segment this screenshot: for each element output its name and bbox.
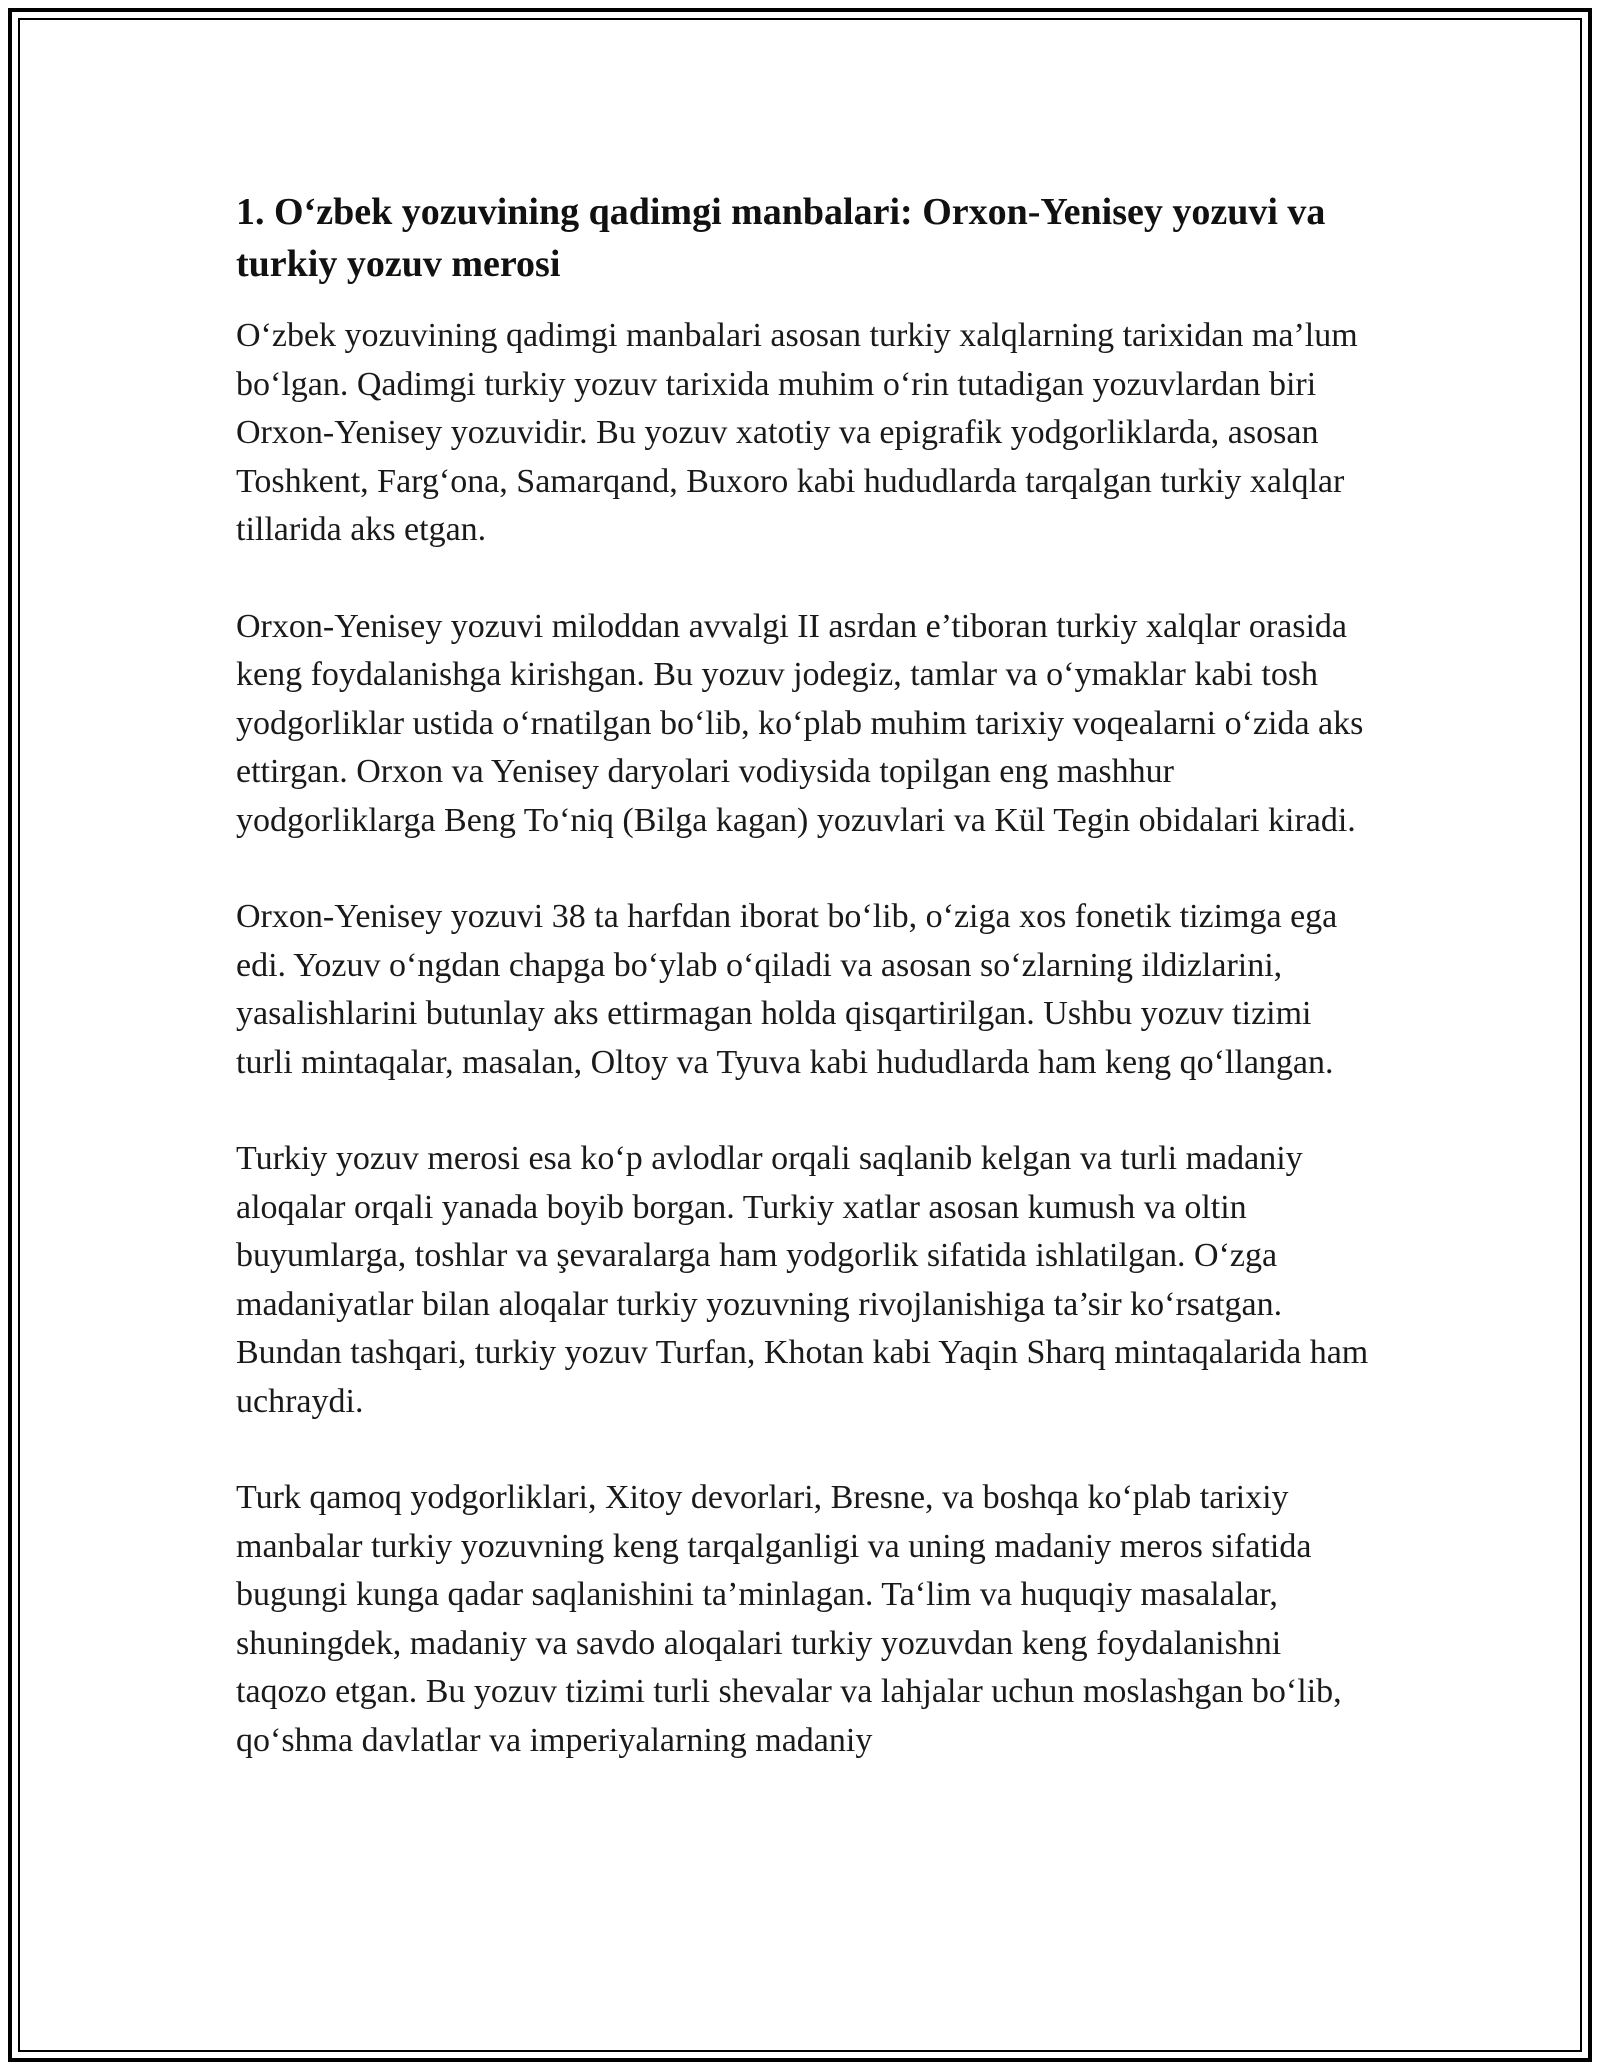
paragraph-4: Turkiy yozuv merosi esa ko‘p avlodlar orqali saqlanib kelgan va turli madaniy aloqalar orqali yanada boyib borgan. Turkiy xatlar asosan kumush va oltin buyumlarga, toshlar va şevaralarga ham yodgorlik sifatida ishlatilgan. O‘zga madaniyatlar bilan aloqalar turkiy yozuvning rivojlanishiga ta’sir ko‘rsatgan. Bundan tashqari, turkiy yozuv Turfan, Khotan kabi Yaqin Sharq mintaqalarida ham uchraydi. bbox=[236, 1140, 1369, 1420]
section-heading: 1. O‘zbek yozuvining qadimgi manbalari: Orxon-Yenisey yozuvi va turkiy yozuv merosi bbox=[236, 191, 1326, 285]
document-body bbox=[236, 186, 1372, 1765]
paragraph-5: Turk qamoq yodgorliklari, Xitoy devorlari, Bresne, va boshqa ko‘plab tarixiy manbalar turkiy yozuvning keng tarqalganligi va uning madaniy meros sifatida bugungi kunga qadar saqlanishini ta’minlagan. Ta‘lim va huquqiy masalalar, shuningdek, madaniy va savdo aloqalari turkiy yozuvdan keng foydalanishni taqozo etgan. Bu yozuv tizimi turli shevalar va lahjalar uchun moslashgan bo‘lib, qo‘shma davlatlar va imperiyalarning madaniy bbox=[236, 1479, 1342, 1759]
paragraph-2: Orxon-Yenisey yozuvi miloddan avvalgi II asrdan e’tiboran turkiy xalqlar orasida keng foydalanishga kirishgan. Bu yozuv jodegiz, tamlar va o‘ymaklar kabi tosh yodgorliklar ustida o‘rnatilgan bo‘lib, ko‘plab muhim tarixiy voqealarni o‘zida aks ettirgan. Orxon va Yenisey daryolari vodiysida topilgan eng mashhur yodgorliklarga Beng To‘niq (Bilga kagan) yozuvlari va Kül Tegin obidalari kiradi. bbox=[236, 607, 1364, 839]
paragraph-3: Orxon-Yenisey yozuvi 38 ta harfdan iborat bo‘lib, o‘ziga xos fonetik tizimga ega edi. Yozuv o‘ngdan chapga bo‘ylab o‘qiladi va asosan so‘zlarning ildizlarini, yasalishlarini butunlay aks ettirmagan holda qisqartirilgan. Ushbu yozuv tizimi turli mintaqalar, masalan, Oltoy va Tyuva kabi hududlarda ham keng qo‘llangan. bbox=[236, 898, 1338, 1081]
paragraph-1: O‘zbek yozuvining qadimgi manbalari asosan turkiy xalqlarning tarixidan ma’lum bo‘lgan. Qadimgi turkiy yozuv tarixida muhim o‘rin tutadigan yozuvlardan biri Orxon-Yenisey yozuvidir. Bu yozuv xatotiy va epigrafik yodgorliklarda, asosan Toshkent, Farg‘ona, Samarqand, Buxoro kabi hududlarda tarqalgan turkiy xalqlar tillarida aks etgan. bbox=[236, 317, 1358, 548]
